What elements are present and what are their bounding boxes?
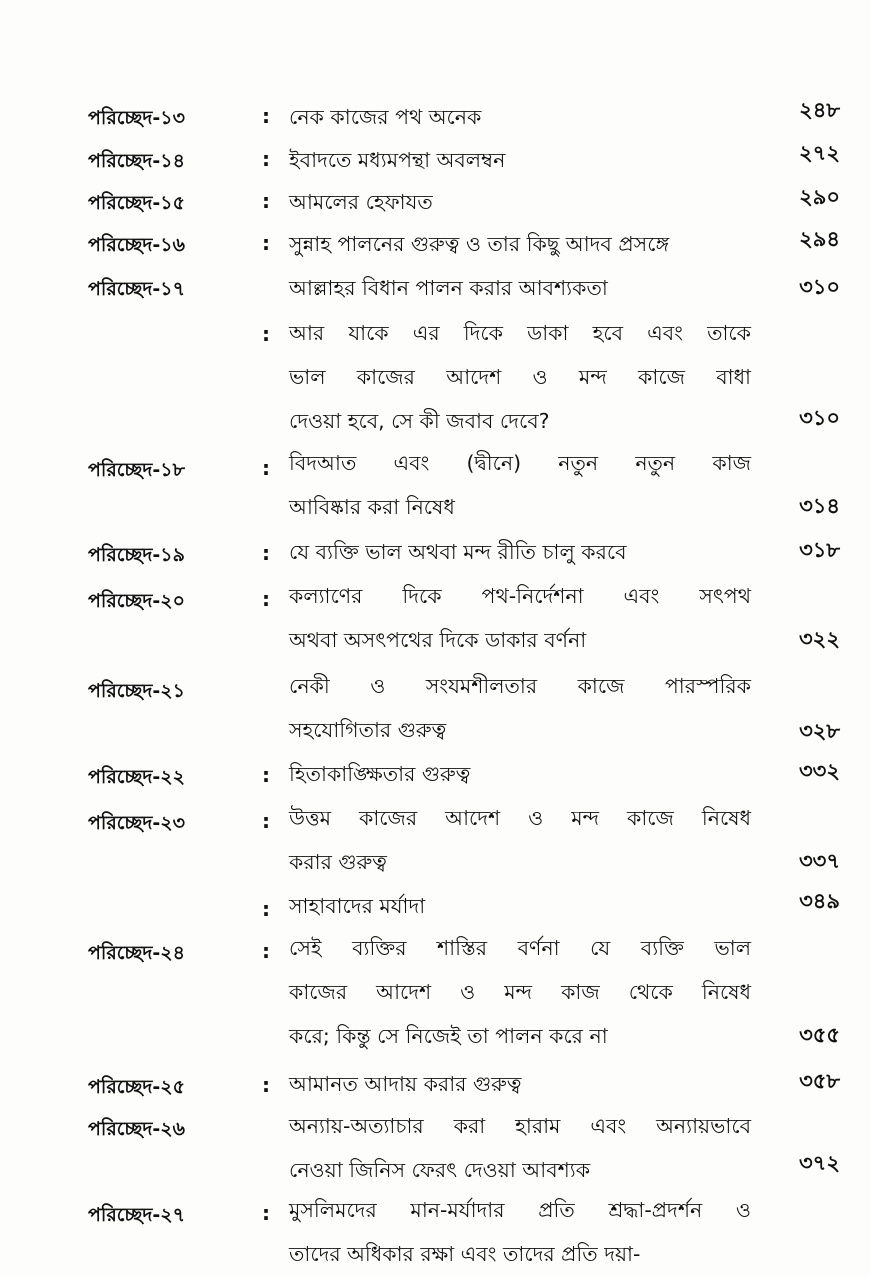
entry-title-line: করে; কিন্তু সে নিজেই তা পালন করে না [289, 1024, 608, 1048]
entry-title [289, 752, 751, 796]
separator-colon: : [262, 1073, 270, 1097]
page-number: ৩১০ [799, 275, 840, 299]
entry-title-line: সেই ব্যক্তির শাস্তির বর্ণনা যে ব্যক্তি ভাল [289, 936, 751, 960]
chapter-label: পরিচ্ছেদ-১৪ [88, 150, 185, 172]
entry-title-line: আবিষ্কার করা নিষেধ [289, 495, 455, 519]
entry-title-line: যে ব্যক্তি ভাল অথবা মন্দ রীতি চালু করবে [289, 540, 627, 564]
page-number: ২৭২ [799, 141, 840, 165]
page-number: ৩২২ [799, 627, 840, 651]
page-number: ৩১৪ [799, 494, 840, 518]
entry-title [289, 441, 751, 529]
page-number: ২৯৪ [799, 227, 840, 251]
entry-title [289, 1062, 751, 1106]
separator-colon: : [262, 939, 270, 963]
separator-colon: : [262, 104, 270, 128]
entry-title [289, 1104, 751, 1192]
entry-title [289, 1188, 751, 1276]
chapter-label: পরিচ্ছেদ-২৫ [88, 1076, 185, 1098]
entry-title-line: আমানত আদায় করার গুরুত্ব [289, 1072, 522, 1096]
entry-title [289, 95, 751, 139]
entry-title-line: নেকী ও সংযমশীলতার কাজে পারস্পরিক [289, 674, 751, 698]
entry-title-line: আমলের হেফাযত [289, 190, 433, 214]
entry-title [289, 180, 751, 224]
page-number: ৩১০ [799, 406, 840, 430]
entry-title-line: হিতাকাঙ্ক্ষিতার গুরুত্ব [289, 762, 471, 786]
entry-title [289, 266, 751, 310]
entry-title-line: করার গুরুত্ব [289, 850, 387, 874]
entry-title [289, 926, 751, 1058]
page-number: ৩৩২ [799, 759, 840, 783]
entry-title [289, 222, 751, 266]
entry-title-line: ইবাদতে মধ্যমপন্থা অবলম্বন [289, 148, 506, 172]
entry-title [289, 574, 751, 662]
entry-title-line: অন্যায়-অত্যাচার করা হারাম এবং অন্যায়ভাবে [289, 1114, 751, 1138]
entry-title-line: আল্লাহর বিধান পালন করার আবশ্যকতা [289, 276, 608, 300]
separator-colon: : [262, 456, 270, 480]
chapter-label: পরিচ্ছেদ-১৮ [88, 459, 185, 481]
page-number: ৩৩৭ [799, 849, 840, 873]
entry-title [289, 796, 751, 884]
separator-colon: : [262, 147, 270, 171]
separator-colon: : [262, 897, 270, 921]
entry-title [289, 530, 751, 574]
entry-title-line: সুন্নাহ পালনের গুরুত্ব ও তার কিছু আদব প্রসঙ্গে [289, 232, 670, 256]
chapter-label: পরিচ্ছেদ-১৬ [88, 234, 185, 256]
chapter-label: পরিচ্ছেদ-২৩ [88, 812, 185, 834]
entry-title [289, 138, 751, 182]
page-number: ৩৭২ [799, 1151, 840, 1175]
separator-colon: : [262, 809, 270, 833]
page-number: ২৪৮ [799, 98, 840, 122]
chapter-label: পরিচ্ছেদ-২০ [88, 590, 185, 612]
page-number: ৩২৮ [799, 719, 840, 743]
page-number: ৩১৮ [799, 538, 840, 562]
separator-colon: : [262, 587, 270, 611]
separator-colon: : [262, 541, 270, 565]
entry-title-line: আর যাকে এর দিকে ডাকা হবে এবং তাকে [289, 321, 751, 345]
chapter-label: পরিচ্ছেদ-১৯ [88, 544, 185, 566]
chapter-label: পরিচ্ছেদ-১৭ [88, 278, 185, 300]
chapter-label: পরিচ্ছেদ-১৩ [88, 107, 185, 129]
entry-title [289, 664, 751, 752]
chapter-label: পরিচ্ছেদ-২৭ [88, 1204, 185, 1226]
chapter-label: পরিচ্ছেদ-২৬ [88, 1118, 185, 1140]
chapter-label: পরিচ্ছেদ-২৪ [88, 942, 185, 964]
entry-title-line: মুসলিমদের মান-মর্যাদার প্রতি শ্রদ্ধা-প্রদর্শন ও [289, 1198, 751, 1222]
chapter-label: পরিচ্ছেদ-১৫ [88, 192, 185, 214]
entry-title-line: বিদআত এবং (দ্বীনে) নতুন নতুন কাজ [289, 451, 751, 475]
separator-colon: : [262, 189, 270, 213]
entry-title [289, 311, 751, 443]
entry-title-line: কাজের আদেশ ও মন্দ কাজ থেকে নিষেধ [289, 980, 751, 1004]
page-number: ২৯০ [799, 185, 840, 209]
entry-title-line: অথবা অসৎপথের দিকে ডাকার বর্ণনা [289, 628, 587, 652]
chapter-label: পরিচ্ছেদ-২২ [88, 766, 185, 788]
entry-title-line: নেওয়া জিনিস ফেরৎ দেওয়া আবশ্যক [289, 1158, 591, 1182]
entry-title-line: ভাল কাজের আদেশ ও মন্দ কাজে বাধা [289, 365, 751, 389]
page-number: ৩৪৯ [799, 889, 840, 913]
entry-title-line: নেক কাজের পথ অনেক [289, 105, 482, 129]
entry-title-line: সাহাবাদের মর্যাদা [289, 894, 426, 918]
entry-title-line: সহযোগিতার গুরুত্ব [289, 718, 447, 742]
separator-colon: : [262, 1201, 270, 1225]
chapter-label: পরিচ্ছেদ-২১ [88, 680, 185, 702]
entry-title-line: তাদের অধিকার রক্ষা এবং তাদের প্রতি দয়া- [289, 1242, 641, 1266]
separator-colon: : [262, 763, 270, 787]
page-number: ৩৫৫ [799, 1023, 840, 1047]
entry-title-line: উত্তম কাজের আদেশ ও মন্দ কাজে নিষেধ [289, 806, 751, 830]
separator-colon: : [262, 231, 270, 255]
entry-title-line: কল্যাণের দিকে পথ-নির্দেশনা এবং সৎপথ [289, 584, 751, 608]
page-number: ৩৫৮ [799, 1069, 840, 1093]
entry-title-line: দেওয়া হবে, সে কী জবাব দেবে? [289, 409, 550, 433]
separator-colon: : [262, 322, 270, 346]
entry-title [289, 884, 751, 928]
